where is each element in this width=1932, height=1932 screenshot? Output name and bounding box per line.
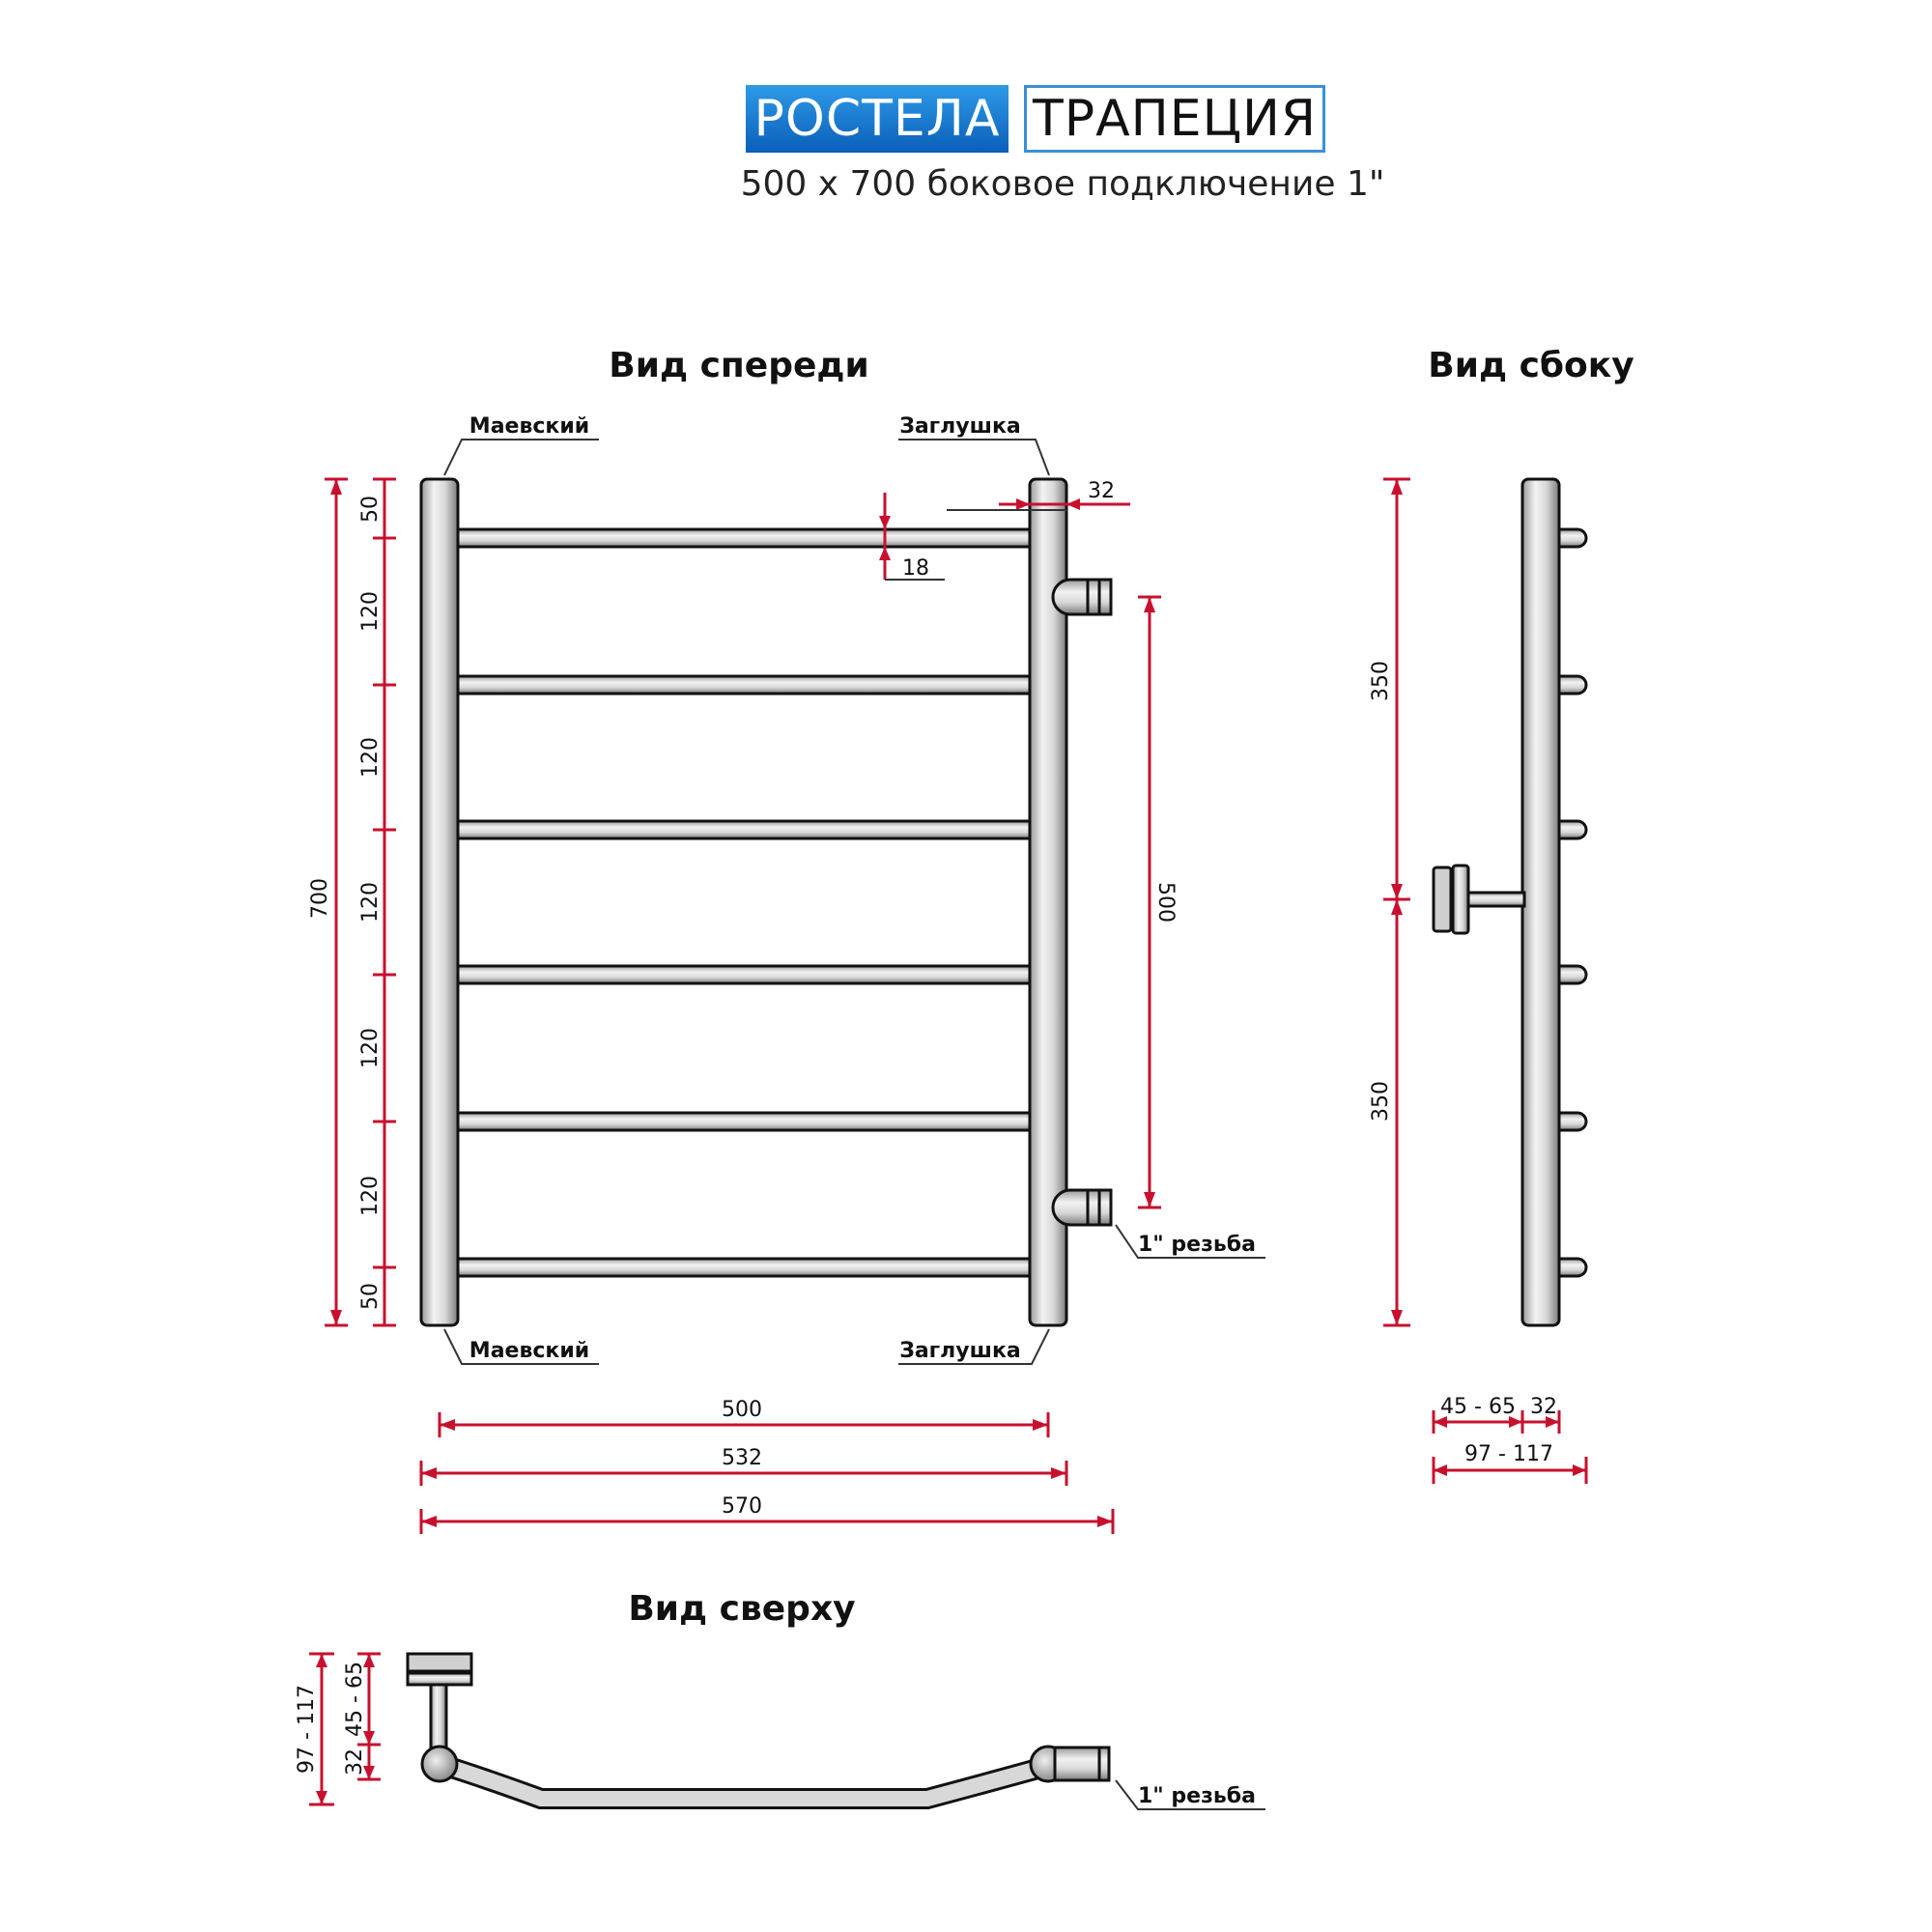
dim-center-500: 500	[1153, 882, 1178, 923]
model-name: ТРАПЕЦИЯ	[1024, 85, 1325, 153]
dim-spacing-bottom: 50	[358, 1283, 383, 1310]
front-view-title: Вид спереди	[609, 346, 869, 385]
dim-offset-45-65: 45 - 65	[1440, 1395, 1516, 1419]
top-view-title: Вид сверху	[628, 1589, 856, 1629]
upper-connector	[1053, 580, 1111, 614]
dim-pipe-32-side: 32	[1530, 1395, 1557, 1419]
dim-lower-350: 350	[1369, 1081, 1393, 1122]
side-view	[1369, 346, 1634, 1484]
front-view	[308, 346, 1265, 1534]
dim-top-offset-45-65: 45 - 65	[343, 1662, 367, 1737]
dim-width-500: 500	[722, 1398, 762, 1422]
dim-spacing: 120	[358, 1176, 383, 1216]
dim-top-total-97-117: 97 - 117	[295, 1685, 319, 1774]
side-upright-pipe	[1522, 479, 1559, 1325]
label-thread-front: 1" резьба	[1138, 1233, 1256, 1257]
rung	[447, 1113, 1038, 1130]
lower-connector	[1053, 1190, 1111, 1225]
dim-spacing: 120	[358, 737, 383, 778]
dim-upper-350: 350	[1369, 661, 1393, 701]
label-thread-top: 1" резьба	[1138, 1784, 1256, 1808]
dim-width-532: 532	[722, 1446, 762, 1470]
label-plug-top: Заглушка	[899, 414, 1021, 439]
rungs	[447, 529, 1038, 1276]
dim-height-700: 700	[308, 878, 332, 919]
rung	[447, 529, 1038, 547]
side-wall-mount	[1434, 866, 1524, 933]
label-mayevsky-top: Маевский	[469, 414, 590, 439]
dim-top-pipe-32: 32	[343, 1748, 367, 1776]
dim-spacing: 120	[358, 882, 383, 923]
dim-width-570: 570	[722, 1494, 762, 1519]
rung	[447, 676, 1038, 694]
dim-spacing: 120	[358, 1028, 383, 1068]
top-left-pipe	[422, 1747, 457, 1781]
left-upright-pipe	[421, 479, 458, 1325]
dim-total-97-117: 97 - 117	[1464, 1442, 1553, 1466]
rung	[447, 1259, 1038, 1276]
label-plug-bottom: Заглушка	[899, 1339, 1021, 1363]
dim-pipe-32: 32	[1088, 479, 1115, 503]
side-view-title: Вид сбоку	[1428, 346, 1634, 385]
page-subtitle: 500 x 700 боковое подключение 1"	[740, 164, 1385, 204]
top-wall-mount	[408, 1654, 471, 1760]
brand-logo: РОСТЕЛА	[746, 85, 1009, 153]
dim-spacing: 120	[358, 591, 383, 632]
top-view	[295, 1589, 1265, 1809]
top-thread-connector	[1055, 1747, 1109, 1780]
label-mayevsky-bottom: Маевский	[469, 1339, 590, 1363]
dim-rung-18: 18	[902, 556, 929, 581]
dim-spacing-top: 50	[358, 496, 383, 523]
rung	[447, 821, 1038, 838]
rung	[447, 966, 1038, 983]
